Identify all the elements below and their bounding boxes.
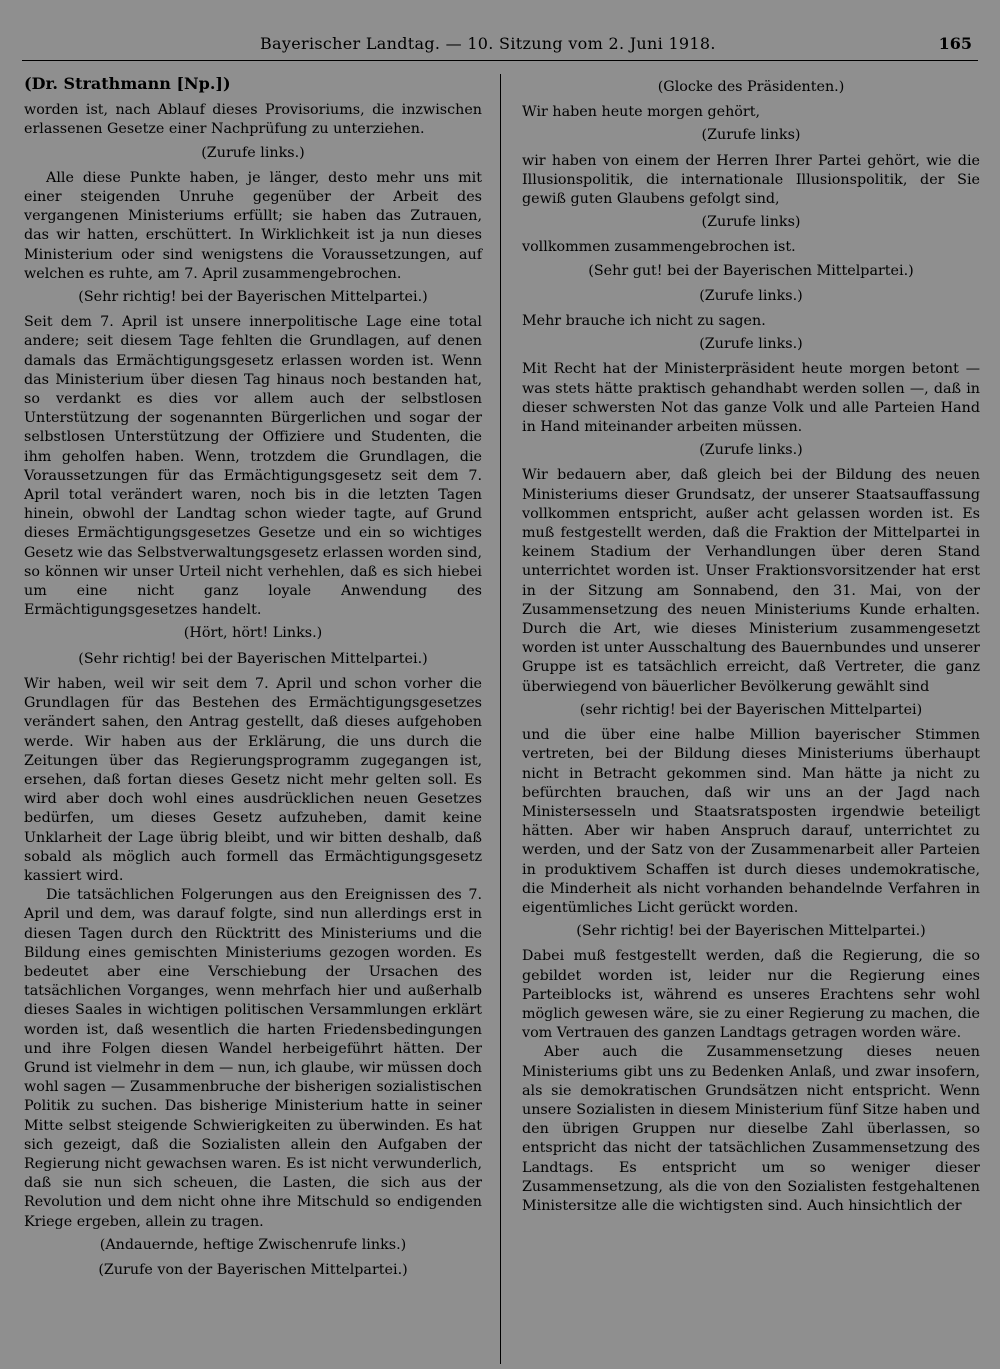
- speaker-name: (Dr. Strathmann [Np.]): [24, 74, 231, 93]
- interjection: (Andauernde, heftige Zwischenrufe links.): [99, 1236, 407, 1253]
- interjection: (Glocke des Präsidenten.): [657, 79, 845, 95]
- interjection: (Zurufe links.): [699, 442, 803, 459]
- paragraph: Wir bedauern aber, daß gleich bei der Bildung des neuen Ministeriums dieser Grundsatz, der unserer Staatsauffassung vollkommen entspricht, außer acht gelassen worden ist. Es muß festgestellt werden, daß die Fraktion der Mittelpartei in keinem Stadium der Verhandlungen über deren Stand unterrichtet worden ist. Unser Fraktionsvorsitzender hat erst in der Sitzung am Sonnabend, den 31. Mai, von der Zusammensetzung des neuen Ministeriums Kunde erhalten. Durch die Art, wie dieses Ministerium zusammengesetzt worden ist unter Ausschaltung des Bauernbundes und unserer Gruppe ist es tatsächlich erreicht, daß Vertreter, die ganz überwiegend von bäuerlicher Bevölkerung gewählt sind: [522, 467, 980, 695]
- paragraph: vollkommen zusammengebrochen ist.: [522, 239, 796, 256]
- interjection: (Sehr richtig! bei der Bayerischen Mittelpartei.): [78, 650, 428, 667]
- interjection: (Zurufe links): [701, 127, 801, 144]
- header-rule: [22, 60, 978, 61]
- right-column: [522, 74, 980, 1216]
- paragraph: Mit Recht hat der Ministerpräsident heute morgen betont — was stets hätte praktisch gehandhabt werden sollen —, daß in dieser schwersten Not das ganze Volk und alle Parteien Hand in Hand miteinander arbeiten müssen.: [522, 361, 980, 436]
- interjection: (Zurufe links.): [201, 144, 305, 161]
- paragraph: Dabei muß festgestellt werden, daß die Regierung, die so gebildet worden ist, leider nur die Regierung eines Parteiblocks ist, während es unseres Erachtens sehr wohl möglich gewesen wäre, sie zu einer Regierung zu machen, die vom Vertrauen des ganzen Landtags getragen worden wäre.: [522, 948, 980, 1042]
- paragraph: Alle diese Punkte haben, je länger, desto mehr uns mit einer steigenden Unruhe gegenüber der Arbeit des vergangenen Ministeriums erfüllt; sie haben das Zutrauen, das wir hatten, erschüttert. In Wirklichkeit ist ja nun dieses Ministerium oder sind wenigstens die Voraussetzungen, auf welchen es ruhte, am 7. April zusammengebrochen.: [24, 169, 482, 282]
- interjection: (Sehr richtig! bei der Bayerischen Mittelpartei.): [576, 923, 926, 940]
- paragraph: und die über eine halbe Million bayerischer Stimmen vertreten, bei der Bildung dieses Ministeriums überhaupt nicht in Betracht gekommen sind. Man hätte ja nicht zu befürchten brauchen, daß wir uns an der Jagd nach Ministersesseln und Staatsratsposten irgendwie beteiligt hätten. Aber wir haben Anspruch darauf, unterrichtet zu werden, und der Satz von der Zusammenarbeit aller Parteien in produktivem Schaffen ist durch dieses undemokratische, die Minderheit als nicht vorhanden behandelnde Verfahren in eigentümliches Licht gerückt worden.: [522, 727, 980, 916]
- interjection: (Zurufe links): [701, 214, 801, 231]
- paragraph: Wir haben heute morgen gehört,: [522, 104, 761, 121]
- interjection: (Zurufe von der Bayerischen Mittelpartei.): [98, 1261, 408, 1278]
- interjection: (Sehr richtig! bei der Bayerischen Mittelpartei.): [78, 289, 428, 306]
- interjection: (sehr richtig! bei der Bayerischen Mittelpartei): [579, 701, 923, 718]
- column-divider: [500, 74, 501, 1364]
- paragraph: Seit dem 7. April ist unsere innerpolitische Lage eine total andere; seit diesem Tage fehlten die Grundlagen, auf denen damals das Ermächtigungsgesetz erlassen worden ist. Wenn das Ministerium über diesen Tag hinaus noch bestanden hat, so verdankt es dies vor allem auch der selbstlosen Unterstützung der sogenannten Bürgerlichen und sogar der selbstlosen Unterstützung der Offiziere und Studenten, die ihm geholfen haben. Wenn, trotzdem die Grundlagen, die Voraussetzungen für das Ermächtigungsgesetz seit dem 7. April total verändert waren, noch bis in die letzten Tagen hinein, obwohl der Landtag schon wieder tagte, auf Grund dieses Ermächtigungsgesetzes Gesetze und ein so wichtiges Gesetz wie das Selbstverwaltungsgesetz erlassen worden sind, so können wir unser Urteil nicht verhehlen, daß es sich hiebei um eine nicht ganz loyale Anwendung des Ermächtigungsgesetzes handelt.: [24, 314, 482, 619]
- running-title: Bayerischer Landtag. — 10. Sitzung vom 2. Juni 1918.: [260, 34, 716, 53]
- left-column: [24, 74, 482, 1286]
- paragraph: Aber auch die Zusammensetzung dieses neuen Ministeriums gibt uns zu Bedenken Anlaß, und zwar insofern, als sie demokratischen Grundsätzen nicht entspricht. Wenn unsere Sozialisten in diesem Ministerium fünf Sitze haben und den übrigen Gruppen nur dieselbe Zahl überlassen, so entspricht das nicht der tatsächlichen Zusammensetzung des Landtags. Es entspricht um so weniger dieser Zusammensetzung, als die von den Sozialisten festgehaltenen Ministersitze alle die wichtigsten sind. Auch hinsichtlich der: [522, 1044, 980, 1214]
- page-header: [22, 34, 978, 64]
- interjection: (Zurufe links.): [699, 336, 803, 353]
- interjection: (Hört, hört! Links.): [183, 625, 323, 642]
- paragraph: worden ist, nach Ablauf dieses Provisoriums, die inzwischen erlassenen Gesetze einer Nachprüfung zu unterziehen.: [24, 102, 482, 138]
- interjection: (Zurufe links.): [699, 287, 803, 304]
- page-number: 165: [938, 34, 972, 53]
- paragraph: Die tatsächlichen Folgerungen aus den Ereignissen des 7. April und dem, was darauf folgte, sind nun allerdings erst in diesen Tagen durch den Rücktritt des Ministeriums und die Bildung eines gemischten Ministeriums gezogen worden. Es bedeutet aber eine Verschiebung der Ursachen des tatsächlichen Vorganges, wenn mehrfach hier und außerhalb dieses Saales in wichtigen politischen Versammlungen erklärt worden ist, daß wesentlich die harten Friedensbedingungen und ihre Folgen diesen Wandel herbeigeführt hätten. Der Grund ist vielmehr in dem — nun, ich glaube, wir müssen doch wohl sagen — Zusammenbruche der bisherigen sozialistischen Politik zu suchen. Das bisherige Ministerium hatte in seiner Mitte selbst steigende Schwierigkeiten zu überwinden. Es hat sich gezeigt, daß die Sozialisten allein den Aufgaben der Regierung nicht gewachsen waren. Es ist nicht verwunderlich, daß sie nun sich scheuen, die Lasten, die sich aus der Revolution und dem nicht ohne ihre Mitschuld so endigenden Kriege ergeben, allein zu tragen.: [24, 887, 482, 1230]
- interjection: (Sehr gut! bei der Bayerischen Mittelpartei.): [588, 262, 914, 279]
- paragraph: wir haben von einem der Herren Ihrer Partei gehört, wie die Illusionspolitik, die internationale Illusionspolitik, der Sie gewiß guten Glaubens gefolgt sind,: [522, 152, 980, 208]
- paragraph: Wir haben, weil wir seit dem 7. April und schon vorher die Grundlagen für das Bestehen des Ermächtigungsgesetzes verändert sahen, den Antrag gestellt, daß dieses aufgehoben werde. Wir haben aus der Erklärung, die uns durch die Zeitungen über das Regierungsprogramm zugegangen ist, ersehen, daß fortan dieses Gesetz nicht mehr gelten soll. Es wird aber doch wohl eines ausdrücklichen neuen Gesetzes bedürfen, um dieses Gesetz aufzuheben, damit keine Unklarheit der Lage übrig bleibt, und wir bitten deshalb, daß sobald als möglich auch formell das Ermächtigungsgesetz kassiert wird.: [24, 675, 482, 884]
- paragraph: Mehr brauche ich nicht zu sagen.: [522, 313, 766, 330]
